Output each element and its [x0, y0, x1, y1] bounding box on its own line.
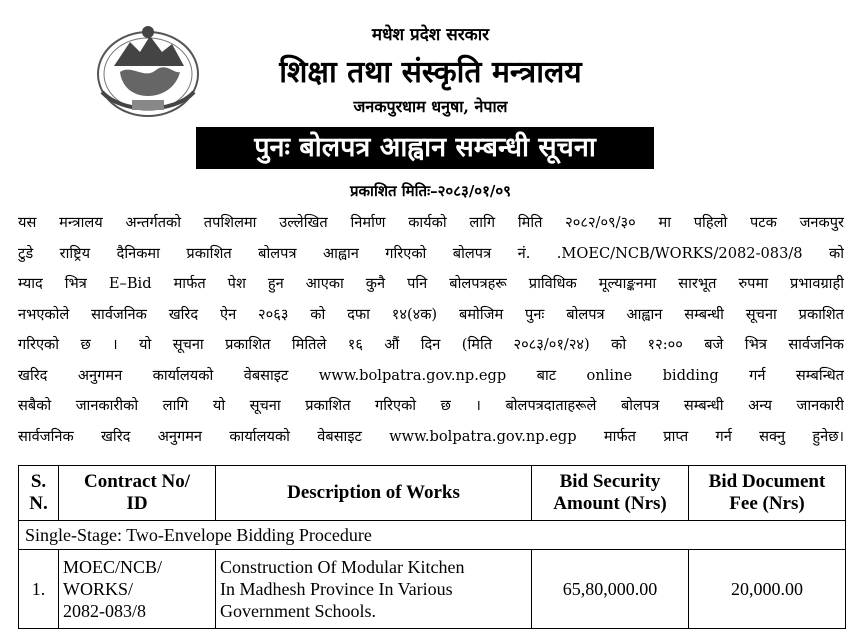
- header-description: Description of Works: [216, 466, 532, 521]
- notice-body: [18, 208, 844, 452]
- cell-bid-security: 65,80,000.00: [532, 550, 689, 629]
- ministry-address: जनकपुरधाम धनुषा, नेपाल: [353, 97, 508, 116]
- notice-body-line: म्याद भित्र E–Bid मार्फत पेश हुन आएका कुनै पनि बोलपत्रहरू प्राविधिक मूल्याङ्कनमा सारभूत रुपमा प्रभावग्राही: [18, 275, 844, 292]
- cell-contract: MOEC/NCB/ WORKS/ 2082-083/8: [59, 550, 216, 629]
- header-bid-security: Bid Security Amount (Nrs): [532, 466, 689, 521]
- cell-bid-fee: 20,000.00: [689, 550, 846, 629]
- cell-description: Construction Of Modular Kitchen In Madhesh Province In Various Government Schools.: [216, 550, 532, 629]
- notice-body-line: सबैको जानकारीको लागि यो सूचना प्रकाशित गरिएको छ । बोलपत्रदाताहरूले बोलपत्र सम्बन्धी अन्य जानकारी: [18, 397, 844, 414]
- notice-body-line: सार्वजनिक खरिद अनुगमन कार्यालयको वेबसाइट www.bolpatra.gov.np.egp मार्फत प्राप्त गर्न सक्नु हुनेछ।: [18, 427, 844, 445]
- cell-sn: 1.: [19, 550, 59, 629]
- ministry-name: शिक्षा तथा संस्कृति मन्त्रालय: [279, 55, 582, 90]
- procedure-label: Single-Stage: Two-Envelope Bidding Procedure: [19, 521, 846, 550]
- notice-body-line: टुडे राष्ट्रिय दैनिकमा प्रकाशित बोलपत्र आह्वान गरिएको बोलपत्र नं. .MOEC/NCB/WORKS/2082-083/8 को: [18, 244, 844, 262]
- header-bid-fee: Bid Document Fee (Nrs): [689, 466, 846, 521]
- notice-body-line: खरिद अनुगमन कार्यालयको वेबसाइट www.bolpatra.gov.np.egp बाट online bidding गर्न सम्बन्धित: [18, 366, 844, 384]
- works-table: [18, 465, 846, 629]
- notice-body-line: गरिएको छ । यो सूचना प्रकाशित मितिले १६ औं दिन (मिति २०८३/०१/२४) को १२:०० बजे भित्र सार्वजनिक: [18, 336, 844, 353]
- table-header-row: [19, 466, 846, 521]
- table-row: [19, 550, 846, 629]
- table-section-row: [19, 521, 846, 550]
- header-contract: Contract No/ ID: [59, 466, 216, 521]
- notice-body-line: नभएकोले सार्वजनिक खरिद ऐन २०६३ को दफा १४(४क) बमोजिम पुनः बोलपत्र आह्वान सम्बन्धी सूचना प्रकाशित: [18, 305, 844, 323]
- header-sn: S. N.: [19, 466, 59, 521]
- notice-title: पुनः बोलपत्र आह्वान सम्बन्धी सूचना: [196, 127, 654, 169]
- published-date: प्रकाशित मितिः–२०८३/०१/०९: [350, 182, 511, 200]
- government-name: मधेश प्रदेश सरकार: [371, 25, 490, 45]
- notice-body-line: यस मन्त्रालय अन्तर्गतको तपशिलमा उल्लेखित निर्माण कार्यको लागि मिति २०८२/०९/३० मा पहिलो पटक जनकपुर: [18, 214, 844, 231]
